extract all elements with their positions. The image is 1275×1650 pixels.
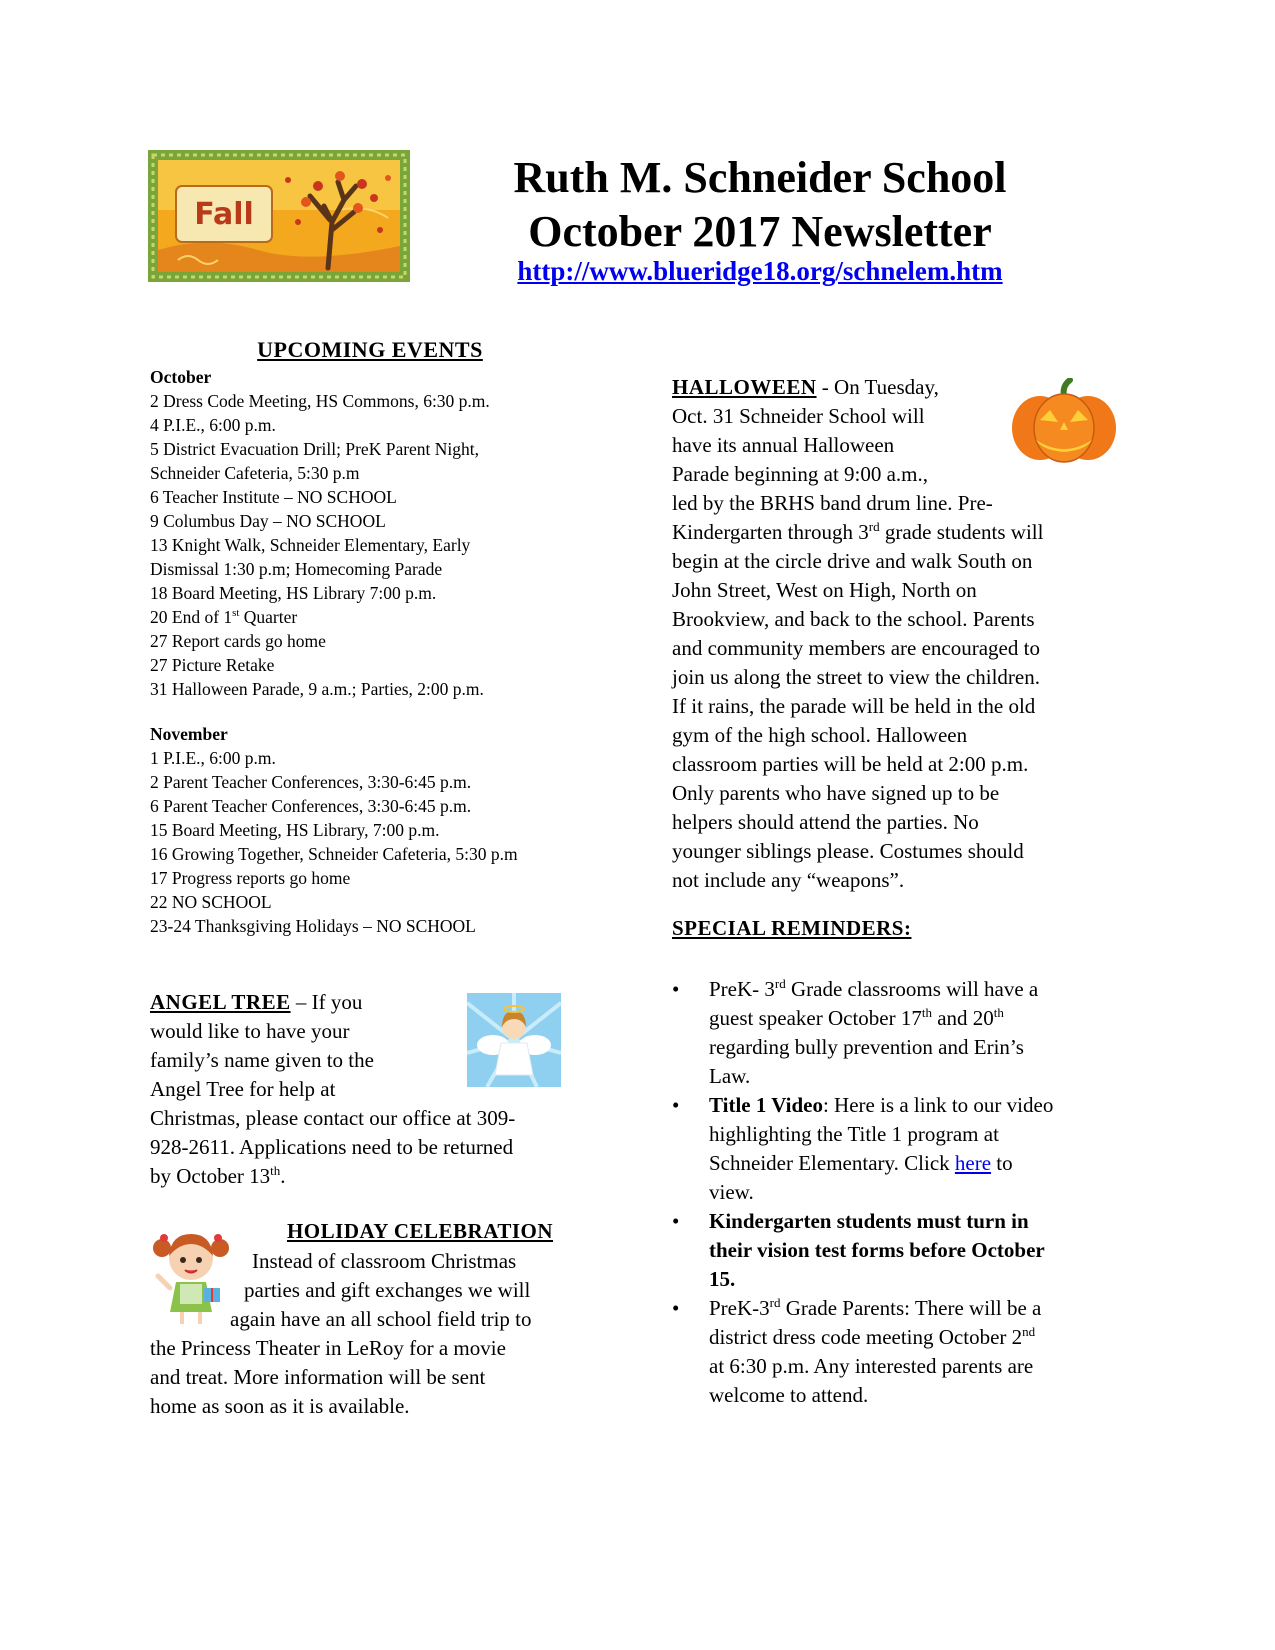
holiday-celebration-heading: HOLIDAY CELEBRATION xyxy=(286,1219,554,1243)
halloween-line: not include any “weapons”. xyxy=(672,868,905,892)
halloween-heading: HALLOWEEN xyxy=(672,375,817,399)
holiday-line: home as soon as it is available. xyxy=(150,1394,410,1418)
reminder-item: • Title 1 Video: Here is a link to our video highlighting the Title 1 program at Schneider Elementary. Click here to view. xyxy=(672,1093,1054,1204)
angel-tree-line: family’s name given to the xyxy=(150,1048,374,1072)
fall-clipart xyxy=(148,150,410,282)
school-name-title: Ruth M. Schneider School xyxy=(513,153,1007,202)
october-events-list xyxy=(150,365,600,701)
event-item: 16 Growing Together, Schneider Cafeteria, 5:30 p.m xyxy=(150,844,518,864)
holiday-line: again have an all school field trip to xyxy=(230,1307,532,1331)
special-reminders-heading: SPECIAL REMINDERS: xyxy=(672,916,912,940)
event-item: 17 Progress reports go home xyxy=(150,868,351,888)
halloween-line: classroom parties will be held at 2:00 p.m. xyxy=(672,752,1029,776)
special-reminders-list xyxy=(672,975,1132,1410)
bullet-icon: • xyxy=(672,1093,680,1117)
angel-tree-line: 928-2611. Applications need to be returned xyxy=(150,1135,514,1159)
event-item: 2 Parent Teacher Conferences, 3:30-6:45 p.m. xyxy=(150,772,472,792)
bullet-icon: • xyxy=(672,1296,680,1320)
event-item: 4 P.I.E., 6:00 p.m. xyxy=(150,415,276,435)
halloween-line: Kindergarten through 3rd grade students will xyxy=(672,519,1044,544)
halloween-line: and community members are encouraged to xyxy=(672,636,1040,660)
title1-video-link[interactable]: here xyxy=(954,1151,992,1175)
holiday-line: the Princess Theater in LeRoy for a movie xyxy=(150,1336,506,1360)
event-item: Dismissal 1:30 p.m; Homecoming Parade xyxy=(150,559,443,579)
angel-tree-line: by October 13th. xyxy=(150,1163,286,1188)
halloween-line: begin at the circle drive and walk South on xyxy=(672,549,1033,573)
halloween-line: helpers should attend the parties. No xyxy=(672,810,979,834)
bullet-icon: • xyxy=(672,977,680,1001)
holiday-celebration-text xyxy=(150,1247,600,1421)
angel-tree-line: Angel Tree for help at xyxy=(150,1077,336,1101)
october-label: October xyxy=(150,367,212,387)
angel-tree-heading: ANGEL TREE xyxy=(150,990,291,1014)
angel-tree-line: would like to have your xyxy=(150,1019,350,1043)
halloween-line: join us along the street to view the children. xyxy=(672,665,1040,689)
event-item: 23-24 Thanksgiving Holidays – NO SCHOOL xyxy=(150,916,476,936)
halloween-line: John Street, West on High, North on xyxy=(672,578,977,602)
halloween-line: younger siblings please. Costumes should xyxy=(672,839,1024,863)
event-item: 6 Teacher Institute – NO SCHOOL xyxy=(150,487,397,507)
event-item: 15 Board Meeting, HS Library, 7:00 p.m. xyxy=(150,820,440,840)
event-item: 2 Dress Code Meeting, HS Commons, 6:30 p.m. xyxy=(150,391,490,411)
event-item: Schneider Cafeteria, 5:30 p.m xyxy=(150,463,360,483)
halloween-line: Only parents who have signed up to be xyxy=(672,781,1000,805)
halloween-line: If it rains, the parade will be held in the old xyxy=(672,694,1036,718)
halloween-line: have its annual Halloween xyxy=(672,433,895,457)
event-item: 27 Report cards go home xyxy=(150,631,326,651)
holiday-line: parties and gift exchanges we will xyxy=(244,1278,531,1302)
halloween-line: gym of the high school. Halloween xyxy=(672,723,968,747)
school-website-link[interactable]: http://www.blueridge18.org/schnelem.htm xyxy=(517,256,1003,286)
halloween-line: Brookview, and back to the school. Parents xyxy=(672,607,1035,631)
event-item: 27 Picture Retake xyxy=(150,655,275,675)
event-item: 31 Halloween Parade, 9 a.m.; Parties, 2:00 p.m. xyxy=(150,679,484,699)
event-item: 1 P.I.E., 6:00 p.m. xyxy=(150,748,276,768)
november-label: November xyxy=(150,724,228,744)
reminder-item: • Kindergarten students must turn in their vision test forms before October 15. xyxy=(672,1209,1045,1291)
halloween-line: Oct. 31 Schneider School will xyxy=(672,404,925,428)
newsletter-title: October 2017 Newsletter xyxy=(528,207,992,256)
holiday-line: Instead of classroom Christmas xyxy=(252,1249,517,1273)
november-events-list xyxy=(150,722,600,938)
event-item: 18 Board Meeting, HS Library 7:00 p.m. xyxy=(150,583,437,603)
angel-tree-line: Christmas, please contact our office at 309- xyxy=(150,1106,516,1130)
bullet-icon: • xyxy=(672,1209,680,1233)
event-item: 13 Knight Walk, Schneider Elementary, Early xyxy=(150,535,471,555)
fall-tree-icon xyxy=(148,150,410,282)
event-item: 6 Parent Teacher Conferences, 3:30-6:45 p.m. xyxy=(150,796,472,816)
angel-tree-section: ANGEL TREE – If you would like to have your family’s name given to the Angel Tree for help at Christmas, please contact our office at 309- 928-2611. Applications need to be returned by October 13th. xyxy=(150,988,598,1191)
reminder-item: • PreK-3rd Grade Parents: There will be a district dress code meeting October 2nd at 6:30 p.m. Any interested parents are welcome to attend. xyxy=(672,1295,1042,1407)
upcoming-events-heading: UPCOMING EVENTS xyxy=(257,337,483,362)
reminder-item: • PreK- 3rd Grade classrooms will have a guest speaker October 17th and 20th regarding bully prevention and Erin’s Law. xyxy=(672,976,1039,1088)
holiday-line: and treat. More information will be sent xyxy=(150,1365,486,1389)
event-item: 5 District Evacuation Drill; PreK Parent Night, xyxy=(150,439,480,459)
halloween-line: led by the BRHS band drum line. Pre- xyxy=(672,491,993,515)
event-item: 9 Columbus Day – NO SCHOOL xyxy=(150,511,386,531)
event-item: 22 NO SCHOOL xyxy=(150,892,272,912)
halloween-section: HALLOWEEN - On Tuesday, Oct. 31 Schneider School will have its annual Halloween Parade beginning at 9:00 a.m., led by the BRHS band drum line. Pre- Kindergarten through 3rd grade students will begin at the circle drive and walk South on John Street, West on High, North on Brookview, and back to the school. Parents and community members are encouraged to join us along the street to view the children. If it rains, the parade will be held in the old gym of the high school. Halloween classroom parties will be held at 2:00 p.m. Only parents who have signed up to be helpers should attend the parties. No younger siblings please. Costumes should not include any “weapons”. xyxy=(672,373,1122,895)
svg-text:Fall: Fall xyxy=(194,197,254,232)
halloween-line: Parade beginning at 9:00 a.m., xyxy=(672,462,929,486)
event-item: 20 End of 1st Quarter xyxy=(150,607,298,627)
